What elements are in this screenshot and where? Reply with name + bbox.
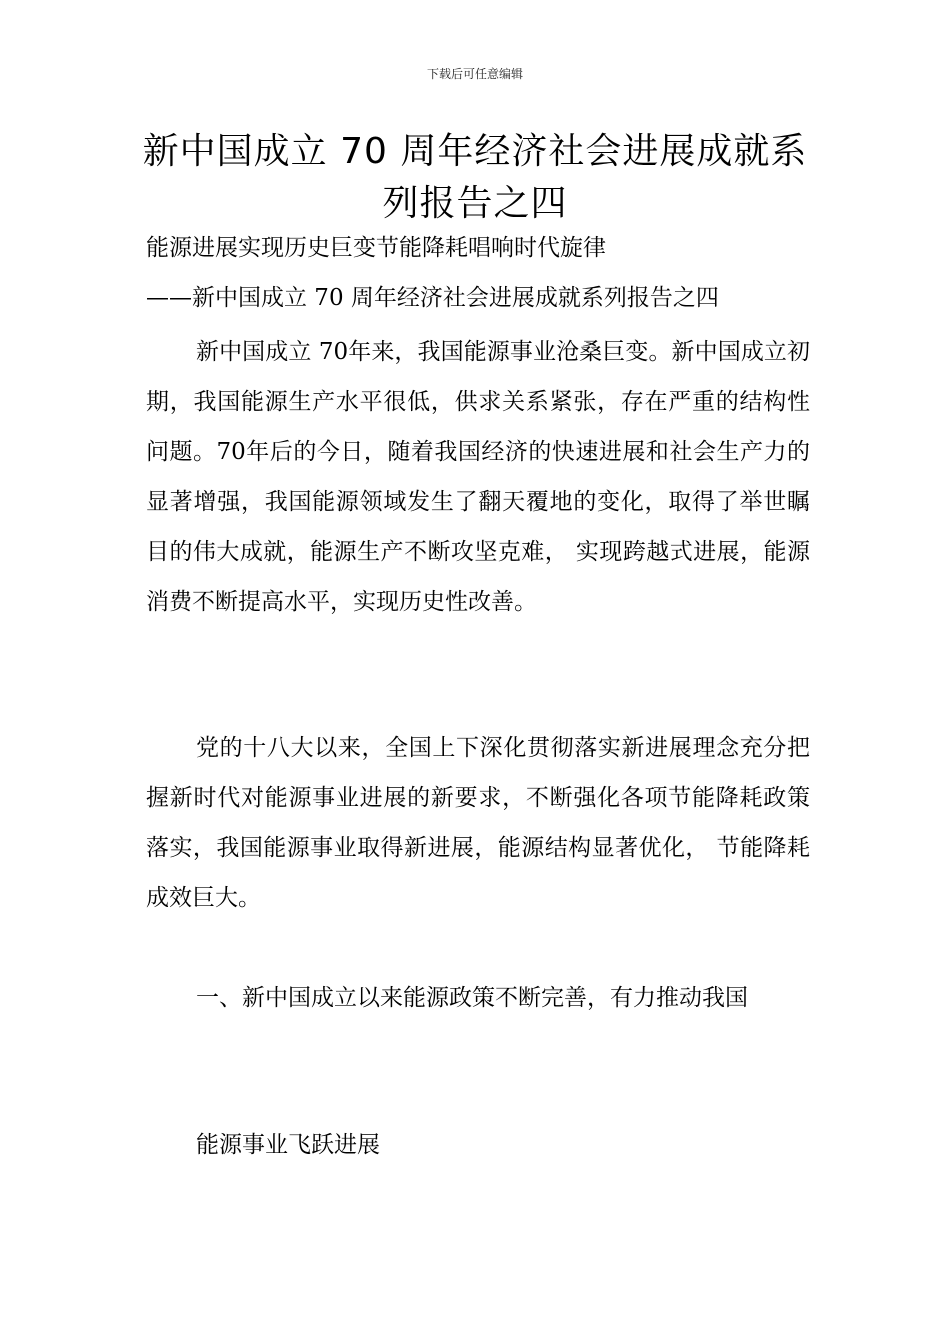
paragraph-intro: 新中国成立 70年来，我国能源事业沧桑巨变。新中国成立初期，我国能源生产水平很低，供求关系紧张，存在严重的结构性问题。70年后的今日，随着我国经济的快速进展和社会生产力的显著增强，我国能源领域发生了翻天覆地的变化，取得了举世瞩目的伟大成就，能源生产不断攻坚克难， 实现跨越式进展，能源消费不断提高水平，实现历史性改善。 xyxy=(146,339,810,615)
section-heading: 一、新中国成立以来能源政策不断完善，有力推动我国 xyxy=(196,985,748,1011)
page-title: 新中国成立 70 周年经济社会进展成就系列报告之四 xyxy=(142,131,808,224)
subtitle-series: ——新中国成立 70 周年经济社会进展成就系列报告之四 xyxy=(146,285,719,311)
header-note: 下载后可任意编辑 xyxy=(426,67,523,81)
subtitle-main: 能源进展实现历史巨变节能降耗唱响时代旋律 xyxy=(146,235,606,261)
section-heading-continuation: 能源事业飞跃进展 xyxy=(196,1132,380,1158)
paragraph-policy: 党的十八大以来，全国上下深化贯彻落实新进展理念充分把握新时代对能源事业进展的新要求，不断强化各项节能降耗政策落实，我国能源事业取得新进展，能源结构显著优化， 节能降耗成效巨大。 xyxy=(146,735,810,911)
